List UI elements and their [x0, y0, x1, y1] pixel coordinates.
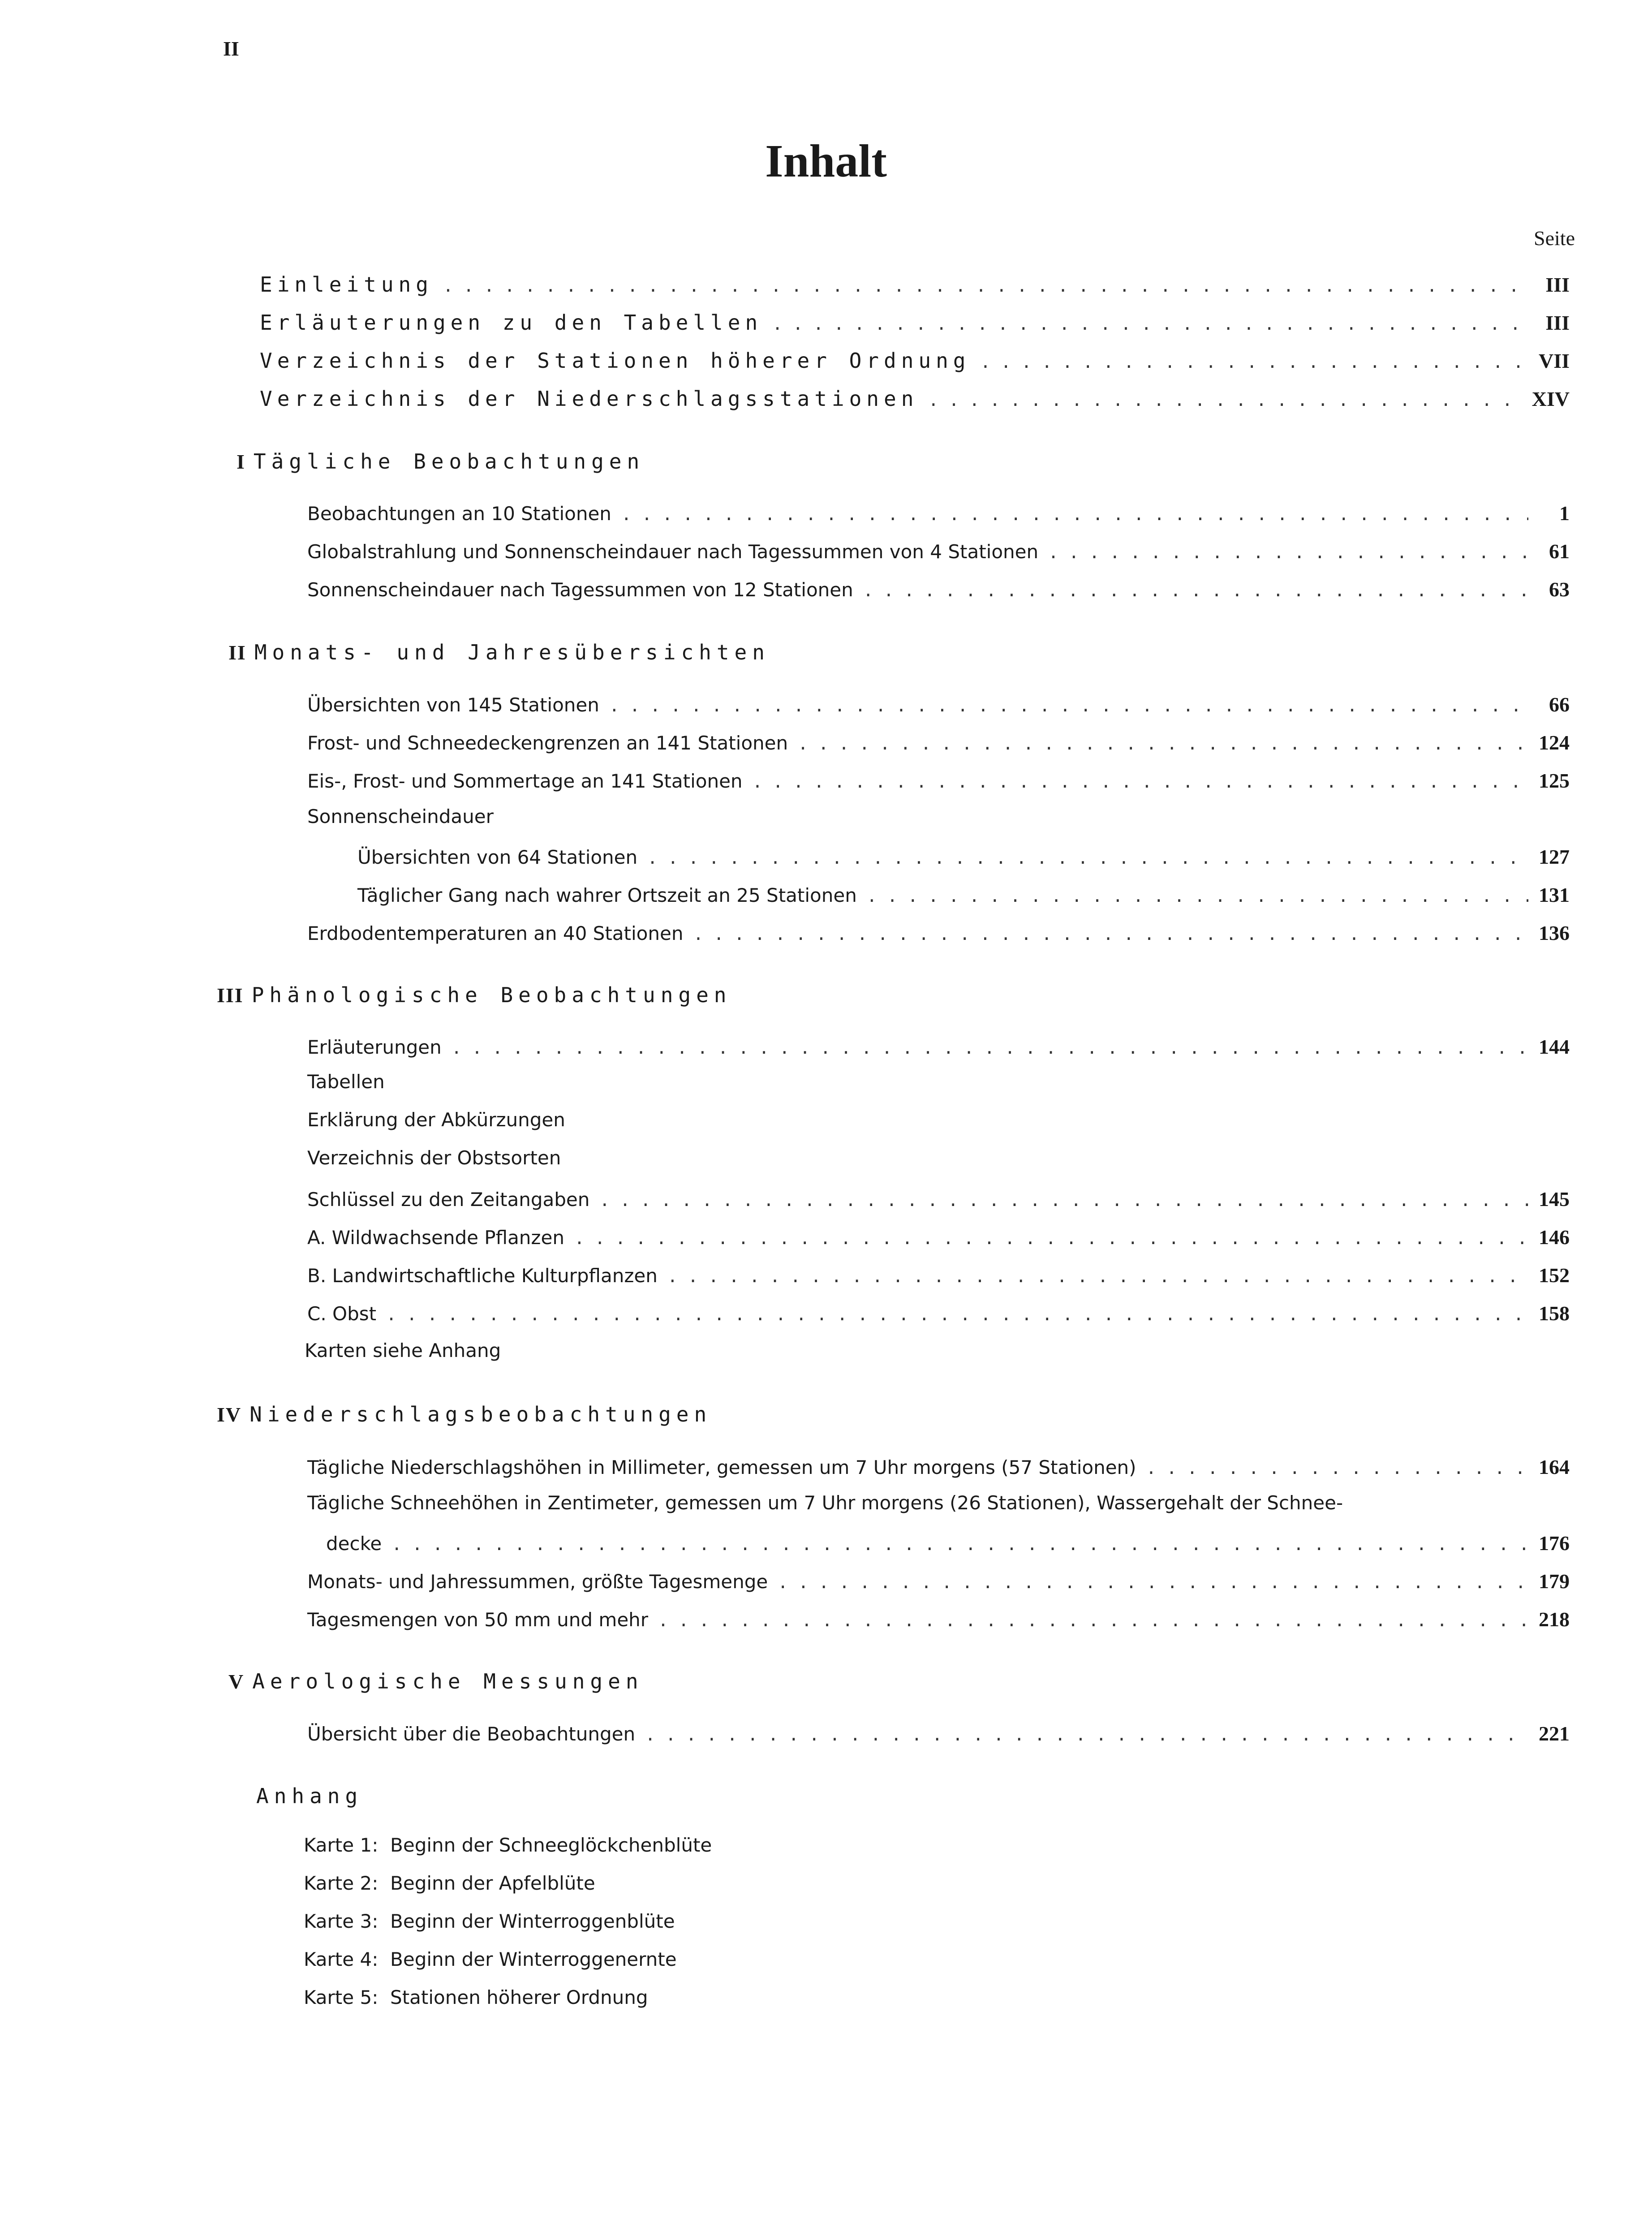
- anhang-map-item[interactable]: Karte 5: Stationen höherer Ordnung: [304, 1986, 648, 2008]
- toc-entry[interactable]: [307, 1607, 1570, 1634]
- toc-entry-page: 179: [1539, 1570, 1570, 1593]
- toc-entry-label: Eis-, Frost- und Sommertage an 141 Stationen: [307, 770, 743, 792]
- section-number: V: [228, 1670, 245, 1693]
- section-number: I: [237, 450, 245, 473]
- dot-leader: [391, 1534, 1528, 1558]
- section-title: Niederschlagsbeobachtungen: [250, 1402, 712, 1426]
- dot-leader: [386, 1305, 1528, 1328]
- anhang-heading: Anhang: [256, 1784, 363, 1808]
- toc-entry[interactable]: [307, 1569, 1570, 1596]
- section-title: Aerologische Messungen: [252, 1669, 644, 1693]
- dot-leader: [621, 504, 1528, 528]
- section-heading-iv: [217, 1402, 712, 1426]
- toc-entry-label: Übersichten von 64 Stationen: [357, 846, 638, 868]
- toc-entry-label-continuation: decke: [326, 1533, 382, 1555]
- toc-entry-label: Einleitung: [260, 272, 433, 297]
- toc-entry-page: 221: [1539, 1722, 1570, 1745]
- toc-entry-stationen-hoeherer-ordnung[interactable]: [260, 349, 1570, 375]
- toc-entry[interactable]: [307, 1035, 1570, 1062]
- dot-leader: [980, 352, 1528, 375]
- toc-entry-einleitung[interactable]: [260, 272, 1570, 299]
- page-number: II: [223, 37, 239, 60]
- toc-entry-page: VII: [1538, 349, 1570, 372]
- toc-entry[interactable]: [357, 845, 1570, 872]
- section-number: III: [217, 984, 244, 1007]
- toc-entry-page: 176: [1539, 1532, 1570, 1555]
- dot-leader: [609, 696, 1528, 719]
- dot-leader: [452, 1038, 1528, 1061]
- dot-leader: [798, 734, 1528, 757]
- toc-entry-niederschlagsstationen[interactable]: [260, 387, 1570, 414]
- toc-entry-label: Erdbodentemperaturen an 40 Stationen: [307, 922, 684, 944]
- toc-entry-erlaeuterungen-tabellen[interactable]: [260, 310, 1570, 337]
- toc-entry-page: 145: [1539, 1188, 1570, 1210]
- toc-entry[interactable]: [326, 1531, 1570, 1558]
- section-title: Phänologische Beobachtungen: [251, 983, 732, 1007]
- toc-entry[interactable]: [307, 539, 1570, 566]
- dot-leader: [778, 1572, 1528, 1596]
- dot-leader: [574, 1228, 1528, 1252]
- dot-leader: [753, 772, 1528, 795]
- toc-entry-label: Monats- und Jahressummen, größte Tagesmenge: [307, 1571, 768, 1593]
- dot-leader: [772, 314, 1528, 337]
- toc-entry-label: Übersicht über die Beobachtungen: [307, 1723, 636, 1745]
- toc-entry-label: C. Obst: [307, 1303, 377, 1325]
- toc-entry-page: 144: [1539, 1035, 1570, 1058]
- toc-entry-label: Erläuterungen: [307, 1036, 442, 1058]
- toc-entry-page: 152: [1539, 1264, 1570, 1287]
- section-heading-ii: [228, 640, 770, 664]
- anhang-map-item[interactable]: Karte 1: Beginn der Schneeglöckchenblüte: [304, 1834, 712, 1856]
- section-number: II: [228, 641, 246, 664]
- toc-entry-page: 127: [1539, 845, 1570, 868]
- toc-entry-page: 63: [1549, 578, 1570, 601]
- toc-entry-label-line1: Tägliche Schneehöhen in Zentimeter, gemessen um 7 Uhr morgens (26 Stationen), Wassergehalt der Schnee-: [307, 1492, 1343, 1514]
- toc-entry-label: Erläuterungen zu den Tabellen: [260, 310, 763, 335]
- toc-entry-label: Sonnenscheindauer nach Tagessummen von 12 Stationen: [307, 579, 853, 601]
- toc-entry[interactable]: [307, 1263, 1570, 1290]
- toc-entry[interactable]: [307, 501, 1570, 528]
- toc-entry-label: Verzeichnis der Stationen höherer Ordnung: [260, 349, 971, 373]
- toc-entry-page: 131: [1539, 883, 1570, 906]
- toc-entry-label: Frost- und Schneedeckengrenzen an 141 Stationen: [307, 732, 788, 754]
- toc-entry-page: 124: [1539, 731, 1570, 754]
- toc-entry-page: 164: [1539, 1456, 1570, 1478]
- toc-entry-page: 218: [1539, 1608, 1570, 1631]
- toc-entry-page: 1: [1559, 502, 1570, 525]
- toc-entry-label: Verzeichnis der Niederschlagsstationen: [260, 387, 919, 411]
- page-title: Inhalt: [765, 135, 887, 187]
- toc-entry-label: Globalstrahlung und Sonnenscheindauer nach Tagessummen von 4 Stationen: [307, 541, 1039, 563]
- dot-leader: [867, 886, 1528, 909]
- section-title: Tägliche Beobachtungen: [253, 449, 645, 474]
- toc-entry[interactable]: [307, 577, 1570, 604]
- toc-entry-page: III: [1545, 311, 1570, 334]
- toc-entry-label: Tägliche Niederschlagshöhen in Millimeter, gemessen um 7 Uhr morgens (57 Stationen): [307, 1456, 1136, 1478]
- toc-entry-label: Übersichten von 145 Stationen: [307, 694, 599, 716]
- toc-subheading: Tabellen: [307, 1071, 385, 1093]
- toc-entry-page: 125: [1539, 769, 1570, 792]
- toc-entry-page: XIV: [1532, 388, 1570, 410]
- seite-column-header: Seite: [1534, 227, 1575, 250]
- section-number: IV: [217, 1403, 242, 1426]
- toc-entry[interactable]: [307, 1187, 1570, 1214]
- dot-leader: [1146, 1458, 1528, 1482]
- toc-entry-page: III: [1545, 273, 1570, 296]
- toc-subheading: Sonnenscheindauer: [307, 806, 494, 827]
- toc-entry-label: B. Landwirtschaftliche Kulturpflanzen: [307, 1265, 658, 1287]
- toc-entry-page: 136: [1539, 922, 1570, 944]
- toc-note: Karten siehe Anhang: [305, 1340, 501, 1361]
- toc-entry-page: 146: [1539, 1226, 1570, 1249]
- toc-entry[interactable]: [307, 1455, 1570, 1482]
- dot-leader: [1048, 543, 1528, 566]
- dot-leader: [647, 848, 1528, 871]
- toc-entry[interactable]: [307, 1225, 1570, 1252]
- toc-entry[interactable]: [357, 883, 1570, 910]
- section-title: Monats- und Jahresübersichten: [254, 640, 770, 664]
- dot-leader: [658, 1611, 1528, 1634]
- section-heading-iii: [217, 983, 731, 1007]
- toc-entry-label: Tagesmengen von 50 mm und mehr: [307, 1609, 649, 1631]
- dot-leader: [599, 1190, 1528, 1214]
- toc-entry[interactable]: [307, 1301, 1570, 1328]
- dot-leader: [693, 924, 1528, 948]
- toc-entry[interactable]: [307, 769, 1570, 796]
- toc-entry-label: Täglicher Gang nach wahrer Ortszeit an 25 Stationen: [357, 884, 857, 906]
- toc-entry[interactable]: [307, 921, 1570, 948]
- toc-entry-page: 61: [1549, 540, 1570, 563]
- section-heading-v: [228, 1669, 644, 1693]
- toc-entry[interactable]: [307, 1722, 1570, 1749]
- toc-entry-page: 66: [1549, 693, 1570, 716]
- toc-entry-label: A. Wildwachsende Pflanzen: [307, 1227, 564, 1249]
- dot-leader: [863, 581, 1528, 604]
- anhang-map-item[interactable]: Karte 2: Beginn der Apfelblüte: [304, 1872, 595, 1894]
- toc-entry-page: 158: [1539, 1302, 1570, 1325]
- toc-entry[interactable]: [307, 693, 1570, 719]
- dot-leader: [645, 1725, 1528, 1748]
- dot-leader: [928, 390, 1522, 414]
- toc-entry-label: Schlüssel zu den Zeitangaben: [307, 1189, 590, 1210]
- toc-entry[interactable]: [307, 731, 1570, 758]
- dot-leader: [443, 276, 1528, 299]
- toc-subheading: Verzeichnis der Obstsorten: [307, 1147, 561, 1169]
- section-heading-i: [237, 449, 645, 474]
- toc-entry-label: Beobachtungen an 10 Stationen: [307, 503, 611, 525]
- dot-leader: [667, 1266, 1528, 1290]
- anhang-map-item[interactable]: Karte 4: Beginn der Winterroggenernte: [304, 1948, 677, 1970]
- toc-subheading: Erklärung der Abkürzungen: [307, 1109, 565, 1131]
- anhang-map-item[interactable]: Karte 3: Beginn der Winterroggenblüte: [304, 1910, 675, 1932]
